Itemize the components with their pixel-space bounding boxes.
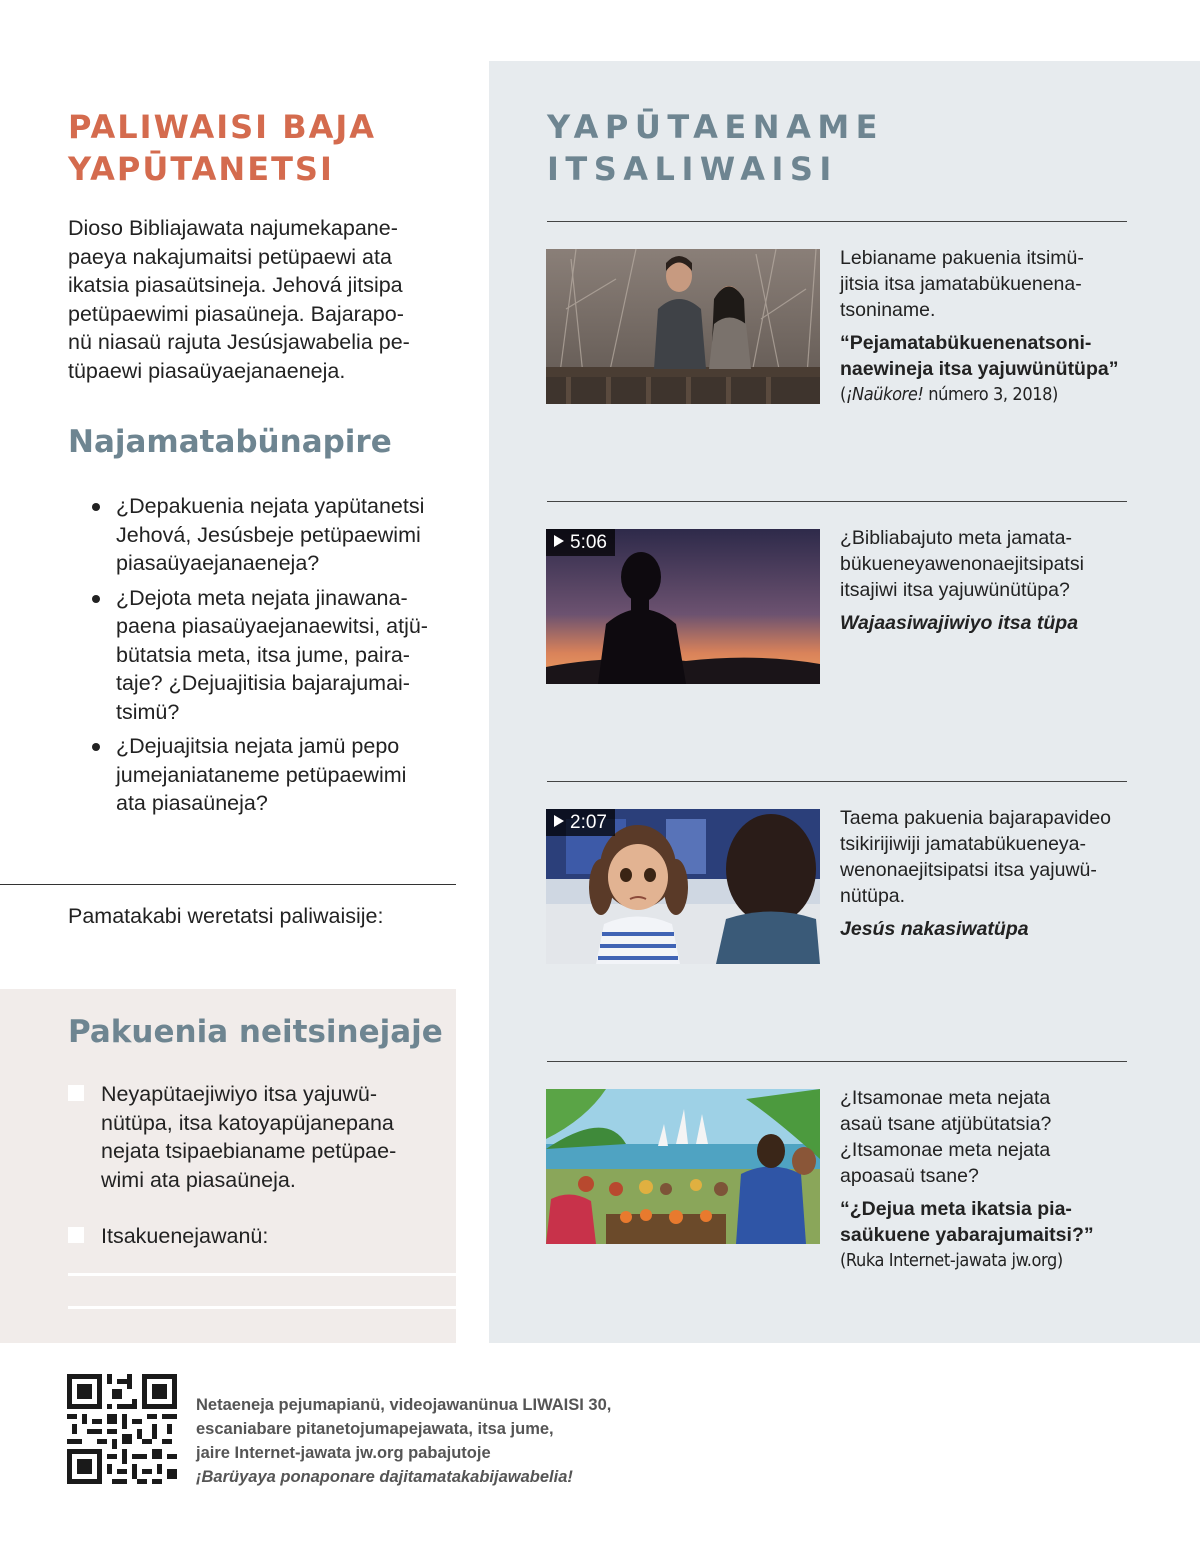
play-icon (554, 815, 564, 827)
question-line: ata piasaüneja? (116, 791, 268, 815)
description-line: tsikirijiwiji jamatabükueneya- (840, 833, 1087, 855)
resource-divider (547, 221, 1127, 222)
resource-divider (547, 501, 1127, 502)
video-thumbnail-animated-girl[interactable] (546, 809, 820, 964)
resources-title-line: ITSALIWAISI (547, 150, 838, 188)
question-line: ¿Depakuenia nejata yapütanetsi (116, 494, 425, 518)
intro-line: petüpaewimi piasaüneja. Bajarapo- (68, 301, 404, 326)
footer-line: Netaeneja pejumapianü, videojawanünua LIWAISI 30, (196, 1396, 612, 1414)
write-line[interactable] (68, 1306, 456, 1309)
article-image-couple[interactable] (546, 249, 820, 404)
video-thumbnail-silhouette[interactable] (546, 529, 820, 684)
question-line: bütatsia meta, itsa jume, paira- (116, 642, 410, 667)
checkbox[interactable] (68, 1085, 84, 1101)
resource-divider (547, 781, 1127, 782)
video-duration-badge (546, 529, 615, 556)
question-line: taje? ¿Dejuajitisia bajarajumai- (116, 671, 410, 695)
question-item (90, 732, 460, 818)
question-line: tsimü? (116, 699, 180, 724)
checkbox-label-line: nütüpa, itsa katoyapüjanepana (101, 1110, 394, 1135)
issue-number: número 3, 2018) (928, 384, 1058, 405)
intro-line: nü niasaü rajuta Jesúsjawabelia pe- (68, 330, 410, 354)
bullet-icon (92, 595, 100, 603)
play-icon (554, 535, 564, 547)
intro-line: Dioso Bibliajawata najumekapane- (68, 216, 398, 240)
question-line: piasaüyaejanaeneja? (116, 551, 320, 575)
note-label: Pamatakabi weretatsi paliwaisije: (68, 904, 384, 928)
video-title[interactable]: Jesús nakasiwatüpa (840, 918, 1029, 940)
description-line: itsajiwi itsa yajuwünütüpa? (840, 579, 1070, 601)
intro-line: tüpaewi piasaüyaejanaeneja. (68, 358, 346, 383)
footer-line: escaniabare pitanetojumapejawata, itsa jume, (196, 1420, 554, 1438)
article-title-line[interactable]: “¿Dejua meta ikatsia pia- (840, 1198, 1072, 1220)
description-line: ¿Itsamonae meta nejata (840, 1087, 1051, 1109)
description-line: bükueneyawenonaejitsipatsi (840, 553, 1084, 575)
questions-list (90, 492, 460, 824)
footer-italic-line: ¡Barüyaya ponaponare dajitamatakabijawabelia! (196, 1468, 573, 1486)
checkbox-label-line: Neyapütaejiwiyo itsa yajuwü- (101, 1082, 378, 1106)
question-line: Jehová, Jesúsbeje petüpaewimi (116, 522, 421, 547)
left-title-line-1: PALIWAISI BAJA (68, 108, 377, 146)
description-line: jitsia itsa jamatabükuenena- (840, 273, 1082, 295)
description-line: tsoniname. (840, 299, 936, 321)
question-line: ¿Dejuajitsia nejata jamü pepo (116, 734, 400, 758)
bullet-icon (92, 743, 100, 751)
questions-heading: Najamatabünapire (68, 424, 392, 460)
question-line: paena piasaüyaejanaewitsi, atjü- (116, 614, 428, 638)
article-title-line[interactable]: “Pejamatabükuenenatsoni- (840, 332, 1092, 354)
resources-title (547, 106, 884, 190)
description-line: asaü tsane atjübütatsia? (840, 1113, 1052, 1135)
plan-heading: Pakuenia neitsinejaje (68, 1014, 443, 1050)
question-line: ¿Dejota meta nejata jinawana- (116, 585, 408, 610)
left-title (68, 106, 448, 190)
footer-line: jaire Internet-jawata jw.org pabajutoje (196, 1444, 491, 1462)
description-line: Lebianame pakuenia itsimü- (840, 247, 1084, 269)
intro-line: ikatsia piasaütsineja. Jehová jitsipa (68, 273, 403, 297)
question-item (90, 584, 460, 727)
description-line: Taema pakuenia bajarapavideo (840, 807, 1112, 829)
write-line[interactable] (68, 1273, 456, 1276)
checkbox-label-line: wimi ata piasaüneja. (101, 1167, 296, 1192)
intro-paragraph (68, 214, 448, 385)
checkbox-label: Itsakuenejawanü: (101, 1224, 269, 1248)
magazine-name: ¡Naükore! (845, 384, 924, 405)
video-duration: 5:06 (570, 532, 607, 553)
question-item (90, 492, 460, 578)
description-line: nütüpa. (840, 885, 906, 907)
description-line: apoasaü tsane? (840, 1165, 979, 1187)
article-source: (¡Naükore! número 3, 2018) (840, 384, 1058, 405)
article-title-line[interactable]: saükuene yabarajumaitsi?” (840, 1224, 1094, 1246)
description-line: wenonaejitsipatsi itsa yajuwü- (840, 859, 1097, 881)
resources-title-line: YAPŪTAENAME (547, 108, 885, 146)
article-description (840, 1085, 1140, 1274)
question-line: jumejaniataneme petüpaewimi (116, 762, 407, 787)
checkbox-label-line: nejata tsipaebianame petüpae- (101, 1139, 397, 1163)
bullet-icon (92, 503, 100, 511)
video-description (840, 805, 1140, 942)
article-source: (Ruka Internet-jawata jw.org) (840, 1250, 1063, 1271)
video-duration-badge (546, 809, 615, 836)
description-line: ¿Itsamonae meta nejata (840, 1139, 1051, 1161)
article-image-paradise[interactable] (546, 1089, 820, 1244)
description-line: ¿Bibliabajuto meta jamata- (840, 527, 1072, 549)
qr-code-icon[interactable] (67, 1374, 177, 1484)
checkbox-label (101, 1080, 396, 1194)
video-title[interactable]: Wajaasiwajiwiyo itsa tüpa (840, 612, 1079, 634)
checkbox[interactable] (68, 1227, 84, 1243)
article-description (840, 245, 1140, 408)
video-duration: 2:07 (570, 812, 607, 833)
resource-divider (547, 1061, 1127, 1062)
left-title-line-2: YAPŪTANETSI (68, 150, 334, 188)
footer-text (196, 1393, 611, 1489)
video-description (840, 525, 1140, 636)
intro-line: paeya nakajumaitsi petüpaewi ata (68, 244, 392, 269)
left-divider (0, 884, 456, 885)
article-title-line[interactable]: naewineja itsa yajuwünütüpa” (840, 358, 1119, 380)
